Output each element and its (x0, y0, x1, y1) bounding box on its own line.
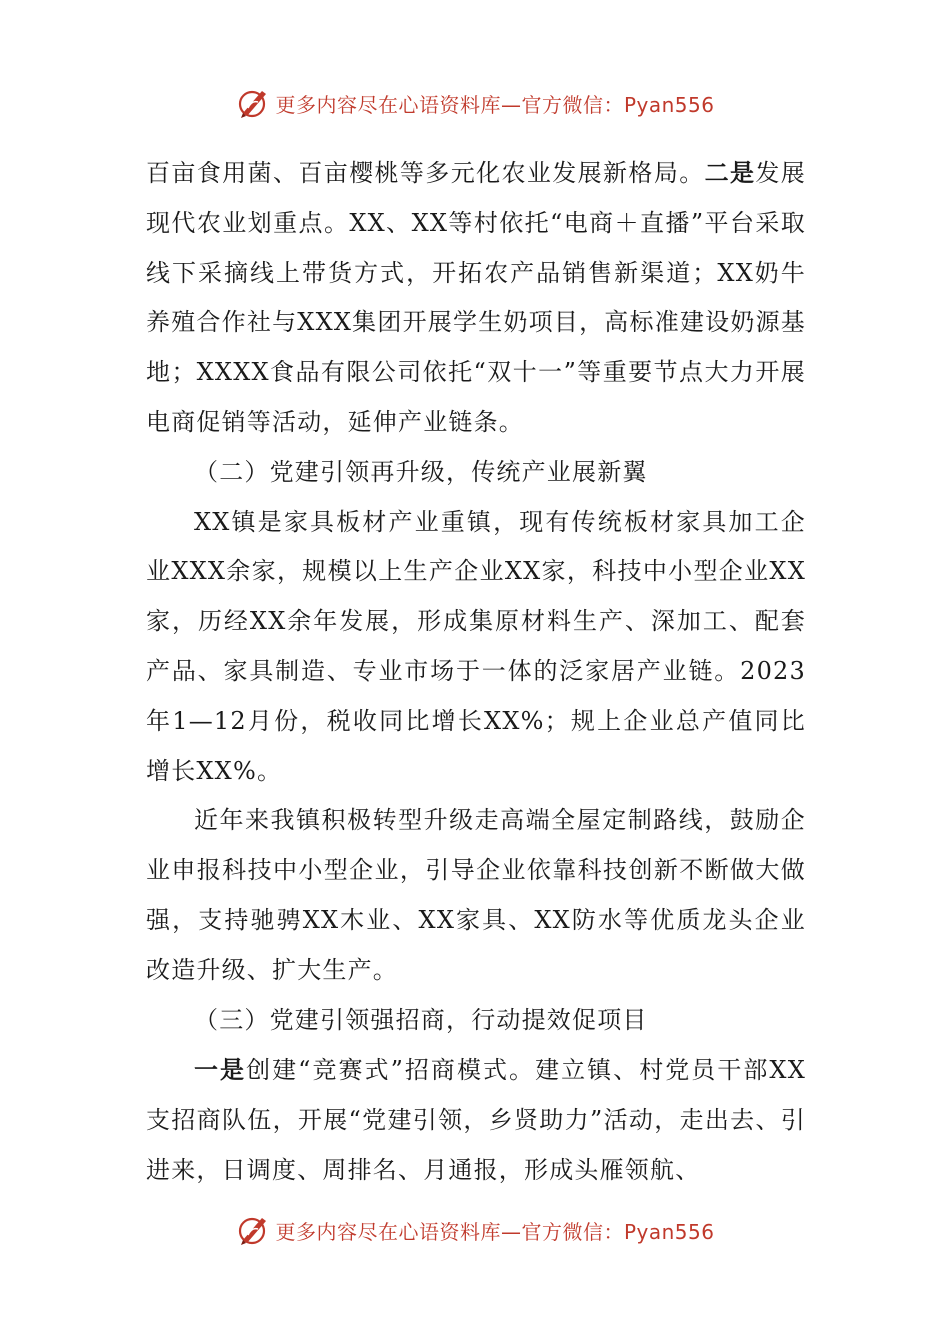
paragraph-1-part-c: 发展现代农业划重点。XX、XX等村依托“电商＋直播”平台采取线下采摘线上带货方式，开拓农产品销售新渠道；XX奶牛养殖合作社与XXX集团开展学生奶项目，高标准建设奶源基地；XXXX食品有限公司依托“双十一”等重要节点大力开展电商促销等活动，延伸产业链条。 (146, 159, 806, 436)
section-heading-2: （二）党建引领再升级，传统产业展新翼 (194, 457, 648, 486)
section-heading-3: （三）党建引领强招商，行动提效促项目 (194, 1005, 648, 1034)
paragraph-1-emphasis: 二是 (704, 158, 756, 187)
pen-in-circle-logo-icon (235, 85, 271, 121)
header-banner-text: 更多内容尽在心语资料库—官方微信：Pyan556 (275, 92, 715, 117)
paragraph-1-part-a: 百亩食用菌、百亩樱桃等多元化农业发展新格局。 (146, 159, 705, 187)
paragraph-4-emphasis: 一是 (194, 1055, 247, 1085)
paragraph-1 (146, 148, 806, 448)
paragraph-4 (146, 1045, 806, 1195)
paragraph-3: 近年来我镇积极转型升级走高端全屋定制路线，鼓励企业申报科技中小型企业，引导企业依靠科技创新不断做大做强，支持驰骋XX木业、XX家具、XX防水等优质龙头企业改造升级、扩大生产。 (146, 806, 806, 984)
pen-in-circle-logo-icon (235, 1212, 271, 1248)
footer-banner-text: 更多内容尽在心语资料库—官方微信：Pyan556 (275, 1219, 715, 1244)
document-body (146, 148, 806, 1196)
paragraph-4-part-b: 创建“竞赛式”招商模式。建立镇、村党员干部XX支招商队伍，开展“党建引领，乡贤助力”活动，走出去、引进来，日调度、周排名、月通报，形成头雁领航、 (146, 1056, 806, 1184)
header-banner (0, 83, 950, 123)
footer-banner (0, 1210, 950, 1250)
paragraph-2: XX镇是家具板材产业重镇，现有传统板材家具加工企业XXX余家，规模以上生产企业XX家，科技中小型企业XX家，历经XX余年发展，形成集原材料生产、深加工、配套产品、家具制造、专业市场于一体的泛家居产业链。2023年1—12月份，税收同比增长XX%；规上企业总产值同比增长XX%。 (146, 507, 806, 785)
